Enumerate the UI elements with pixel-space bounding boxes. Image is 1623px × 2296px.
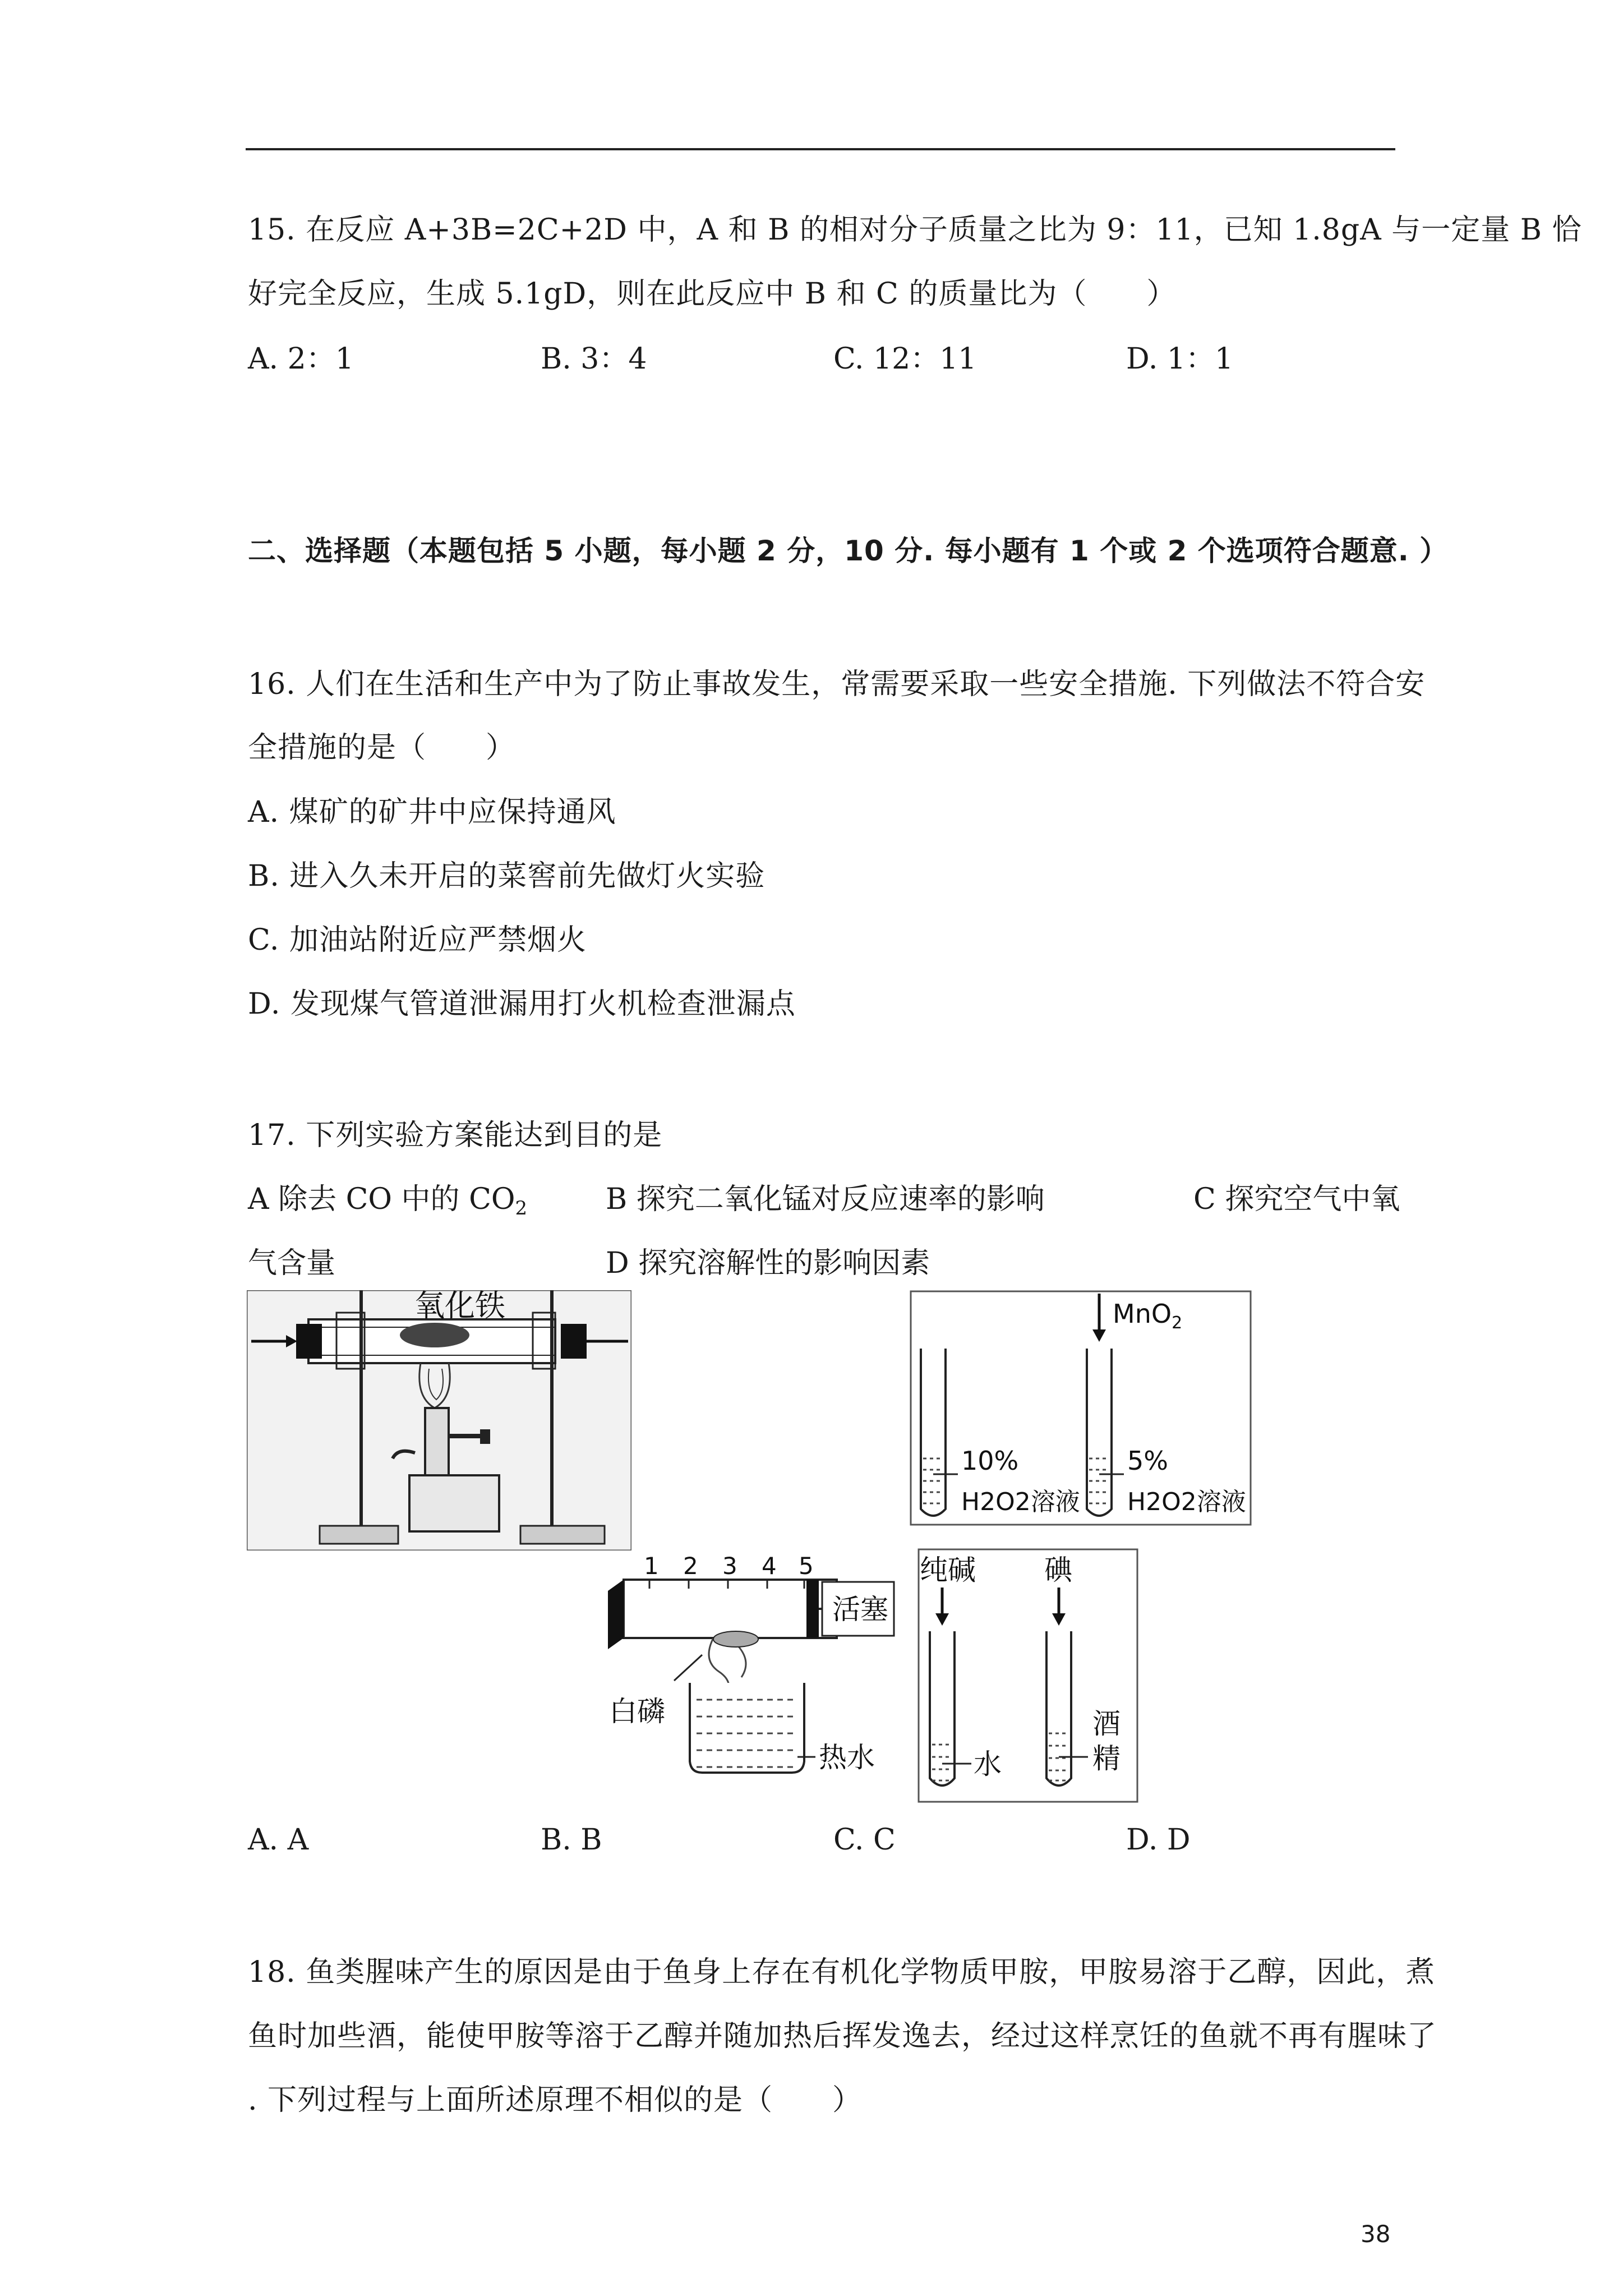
figure-c-phosphorus-label: 白磷 [609,1695,665,1728]
page-number: 38 [1361,2220,1391,2248]
figure-b-right-percent: 5% [1127,1446,1168,1476]
figure-c-tick-3: 3 [722,1552,737,1580]
figure-b-mno2-subscript: 2 [1172,1313,1183,1333]
q17-item-a [248,1182,527,1225]
q17-line-1: 17. 下列实验方案能达到目的是 [248,1119,663,1152]
figure-b-left-percent: 10% [961,1446,1019,1476]
section-2-heading: 二、选择题（本题包括 5 小题，每小题 2 分，10 分. 每小题有 1 个或 2 个选项符合题意. ） [248,535,1449,567]
q17-option-c: C. C [833,1823,896,1857]
q15-option-c: C. 12：11 [833,342,977,376]
q15-option-a: A. 2：1 [248,342,354,376]
header-rule [246,148,1395,150]
q15-option-d: D. 1：1 [1126,342,1234,376]
figure-a-apparatus [247,1290,631,1550]
q17-item-a-subscript: 2 [515,1197,528,1220]
figure-d-alcohol-label-2: 精 [1092,1742,1121,1775]
figure-b-left-solution: H2O2溶液 [961,1488,1080,1516]
figure-c-hotwater-label: 热水 [819,1741,875,1774]
q17-item-d: D 探究溶解性的影响因素 [606,1246,930,1280]
q16-option-b: B. 进入久未开启的菜窖前先做灯火实验 [248,859,766,893]
figure-d-alcohol-label-1: 酒 [1092,1708,1121,1740]
q17-option-a: A. A [248,1823,309,1857]
figure-d-left-label: 纯碱 [920,1554,976,1586]
q16-option-c: C. 加油站附近应严禁烟火 [248,923,587,957]
figure-a-label: 氧化铁 [414,1290,505,1323]
q16-line-2: 全措施的是（ ） [248,731,516,765]
figure-c-apparatus [607,1548,895,1780]
q17-item-b: B 探究二氧化锰对反应速率的影响 [606,1182,1045,1216]
figure-c-tick-5: 5 [799,1552,814,1580]
figure-c-piston-label: 活塞 [832,1593,888,1626]
figure-c-tick-2: 2 [683,1552,698,1580]
q18-line-3: . 下列过程与上面所述原理不相似的是（ ） [248,2083,863,2117]
q18-line-1: 18. 鱼类腥味产生的原因是由于鱼身上存在有机化学物质甲胺，甲胺易溶于乙醇，因此，煮 [248,1955,1436,1989]
figure-c-tick-1: 1 [644,1552,659,1580]
figure-b-right-solution: H2O2溶液 [1127,1488,1246,1516]
q15-line-2: 好完全反应，生成 5.1gD，则在此反应中 B 和 C 的质量比为（ ） [248,277,1177,311]
figure-b-apparatus [910,1290,1252,1526]
figure-c-tick-4: 4 [762,1552,777,1580]
q18-line-2: 鱼时加些酒，能使甲胺等溶于乙醇并随加热后挥发逸去，经过这样烹饪的鱼就不再有腥味了 [248,2019,1437,2053]
figure-b-mno2-text: MnO [1113,1299,1172,1329]
q15-line-1: 15. 在反应 A+3B=2C+2D 中，A 和 B 的相对分子质量之比为 9：11，已知 1.8gA 与一定量 B 恰 [248,213,1582,247]
q17-option-b: B. B [541,1823,602,1857]
figure-d-apparatus [917,1548,1138,1803]
q17-option-d: D. D [1126,1823,1191,1857]
q17-item-c: C 探究空气中氧 [1193,1182,1400,1216]
q17-item-a-text: A 除去 CO 中的 CO [248,1182,515,1216]
q16-line-1: 16. 人们在生活和生产中为了防止事故发生，常需要采取一些安全措施. 下列做法不符合安 [248,668,1426,701]
figure-d-water-label: 水 [974,1748,1002,1780]
q17-item-c-continued: 气含量 [248,1246,336,1280]
q16-option-d: D. 发现煤气管道泄漏用打火机检查泄漏点 [248,987,796,1021]
q16-option-a: A. 煤矿的矿井中应保持通风 [248,795,616,829]
figure-d-right-label: 碘 [1044,1554,1072,1586]
q15-option-b: B. 3：4 [541,342,647,376]
